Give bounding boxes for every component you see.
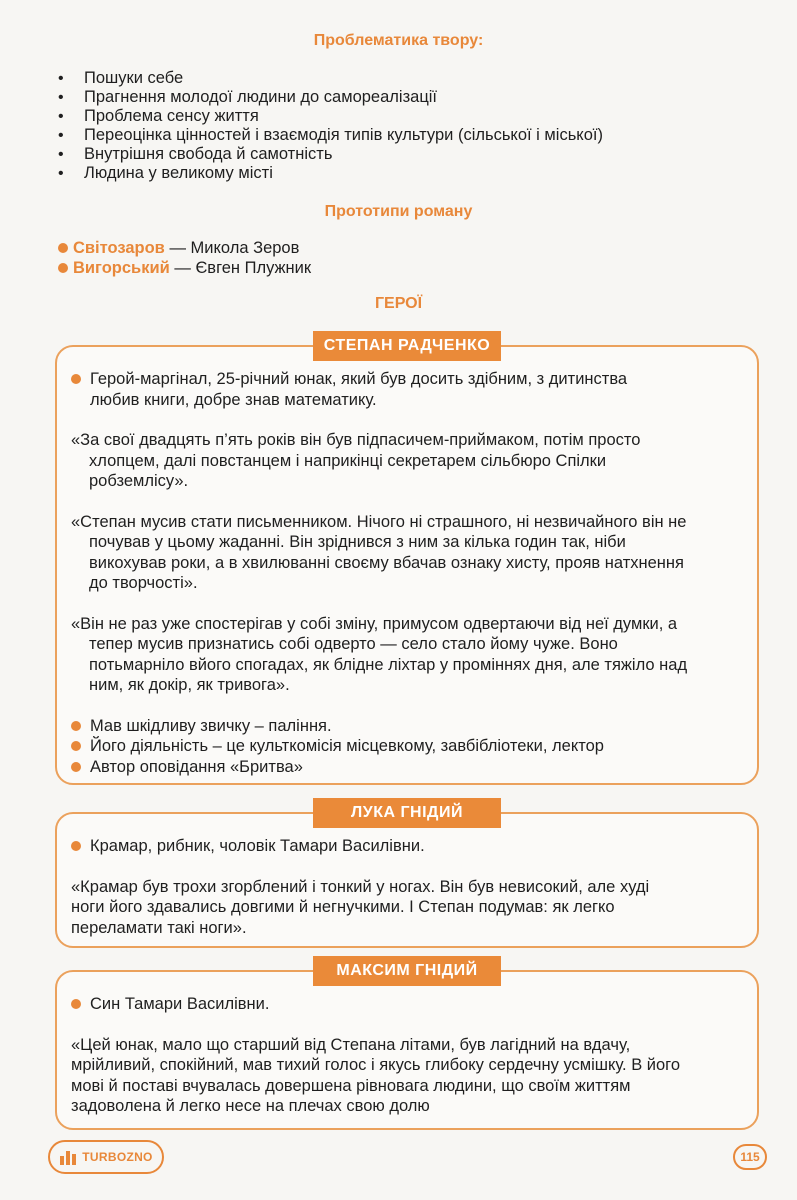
brand-logo bbox=[48, 1140, 164, 1174]
list-item bbox=[58, 258, 311, 278]
card-luka bbox=[55, 812, 759, 948]
card-maksym bbox=[55, 970, 759, 1130]
maksym-quote bbox=[71, 1035, 743, 1117]
luka-quote bbox=[71, 877, 743, 939]
text-line: любив книги, добре знав математику. bbox=[90, 390, 377, 409]
prototypes-list bbox=[58, 238, 311, 278]
text-line: потьмарніло вйого спогадах, як блідне ліхтар у проміннях дня, але тяжіло над bbox=[89, 655, 688, 674]
luka-intro bbox=[71, 836, 743, 857]
card-maksym-body bbox=[71, 994, 743, 1117]
text-line: хлопцем, далі повстанцем і наприкінці секретарем сільбюро Спілки bbox=[89, 451, 607, 470]
tag-luka: ЛУКА ГНІДИЙ bbox=[313, 798, 501, 828]
stepan-quote-1 bbox=[71, 430, 743, 492]
text-line: Син Тамари Василівни. bbox=[90, 995, 270, 1013]
bullet-dot-icon bbox=[71, 721, 81, 731]
list-item bbox=[71, 757, 743, 778]
text-line: Герой-маргінал, 25-річний юнак, який був досить здібним, з дитинства bbox=[90, 370, 628, 388]
heroes-title: ГЕРОЇ bbox=[374, 295, 423, 312]
tag-stepan: СТЕПАН РАДЧЕНКО bbox=[313, 331, 501, 361]
list-item bbox=[58, 238, 311, 258]
logo-text: TURBOZNO bbox=[82, 1150, 153, 1164]
text-line: переламати такі ноги». bbox=[71, 918, 247, 937]
text-line: «Крамар був трохи згорблений і тонкий у ногах. Він був невисокий, але худі bbox=[71, 877, 650, 896]
tag-maksym: МАКСИМ ГНІДИЙ bbox=[313, 956, 501, 986]
text-line: тепер мусив признатись собі одверто — село стало йому чуже. Воно bbox=[89, 635, 618, 653]
text-line: мрійливий, спокійний, мав тихий голос і якусь глибоку сердечну усмішку. В його bbox=[71, 1056, 681, 1074]
list-item bbox=[71, 716, 743, 737]
building-icon bbox=[59, 1148, 77, 1166]
prototypes-title: Прототипи роману bbox=[324, 203, 473, 220]
text-line: «Степан мусив стати письменником. Нічого ні страшного, ні незвичайного він не bbox=[71, 512, 687, 531]
fact-text: Мав шкідливу звичку – паління. bbox=[90, 716, 332, 735]
bullet-dot-icon bbox=[71, 762, 81, 772]
card-stepan-body bbox=[71, 369, 743, 777]
text-line: викохував роки, а в хвилюванні своєму вбачав ознаку хисту, прояв натхнення bbox=[89, 553, 684, 572]
stepan-quote-3 bbox=[71, 614, 743, 696]
prototype-person: Євген Плужник bbox=[195, 259, 312, 277]
bullet-dot-icon bbox=[71, 841, 81, 851]
maksym-intro bbox=[71, 994, 743, 1015]
text-line: Крамар, рибник, чоловік Тамари Василівни. bbox=[90, 837, 425, 855]
text-line: «Цей юнак, мало що старший від Степана літами, був лагідний на вдачу, bbox=[71, 1035, 631, 1054]
problems-title: Проблематика твору: bbox=[313, 32, 484, 49]
separator: — bbox=[169, 239, 186, 257]
list-item: • Прагнення молодої людини до самореалізації bbox=[58, 88, 603, 107]
list-item: • Переоцінка цінностей і взаємодія типів культури (сільської і міської) bbox=[58, 126, 603, 145]
text-line: робземлісу». bbox=[89, 472, 189, 490]
card-luka-body bbox=[71, 836, 743, 938]
fact-text: Автор оповідання «Бритва» bbox=[90, 757, 303, 776]
list-item: • Пошуки себе bbox=[58, 69, 603, 88]
problems-list bbox=[58, 69, 603, 183]
text-line: почував у цьому жаданні. Він зріднився з ним за кілька годин так, ніби bbox=[89, 533, 626, 551]
prototype-name: Світозаров bbox=[73, 239, 165, 257]
bullet-dot-icon bbox=[71, 374, 81, 384]
text-line: ноги його здавались довгими й негнучкими. І Степан подумав: як легко bbox=[71, 898, 615, 916]
text-line: «Він не раз уже спостерігав у собі зміну, примусом одвертаючи від неї думки, а bbox=[71, 614, 678, 633]
bullet-dot-icon bbox=[58, 243, 68, 253]
text-line: мові й поставі вчувалась довершена рівновага людини, що своїм життям bbox=[71, 1076, 631, 1095]
card-stepan bbox=[55, 345, 759, 785]
stepan-quote-2 bbox=[71, 512, 743, 594]
prototype-name: Вигорський bbox=[73, 259, 170, 277]
bullet-dot-icon bbox=[58, 263, 68, 273]
list-item: • Людина у великому місті bbox=[58, 164, 603, 183]
list-item bbox=[71, 736, 743, 757]
text-line: до творчості». bbox=[89, 574, 198, 592]
list-item: • Проблема сенсу життя bbox=[58, 107, 603, 126]
bullet-dot-icon bbox=[71, 741, 81, 751]
text-line: «За свої двадцять п’ять років він був підпасичем-приймаком, потім просто bbox=[71, 431, 641, 449]
stepan-intro bbox=[71, 369, 743, 410]
text-line: ним, як докір, як тривога». bbox=[89, 676, 290, 694]
bullet-dot-icon bbox=[71, 999, 81, 1009]
prototype-person: Микола Зеров bbox=[190, 239, 300, 257]
text-line: задоволена й легко несе на плечах свою долю bbox=[71, 1097, 430, 1115]
separator: — bbox=[174, 259, 191, 277]
page-number: 115 bbox=[733, 1144, 767, 1170]
list-item: • Внутрішня свобода й самотність bbox=[58, 145, 603, 164]
fact-text: Його діяльність – це культкомісія місцевкому, завбібліотеки, лектор bbox=[90, 737, 604, 755]
